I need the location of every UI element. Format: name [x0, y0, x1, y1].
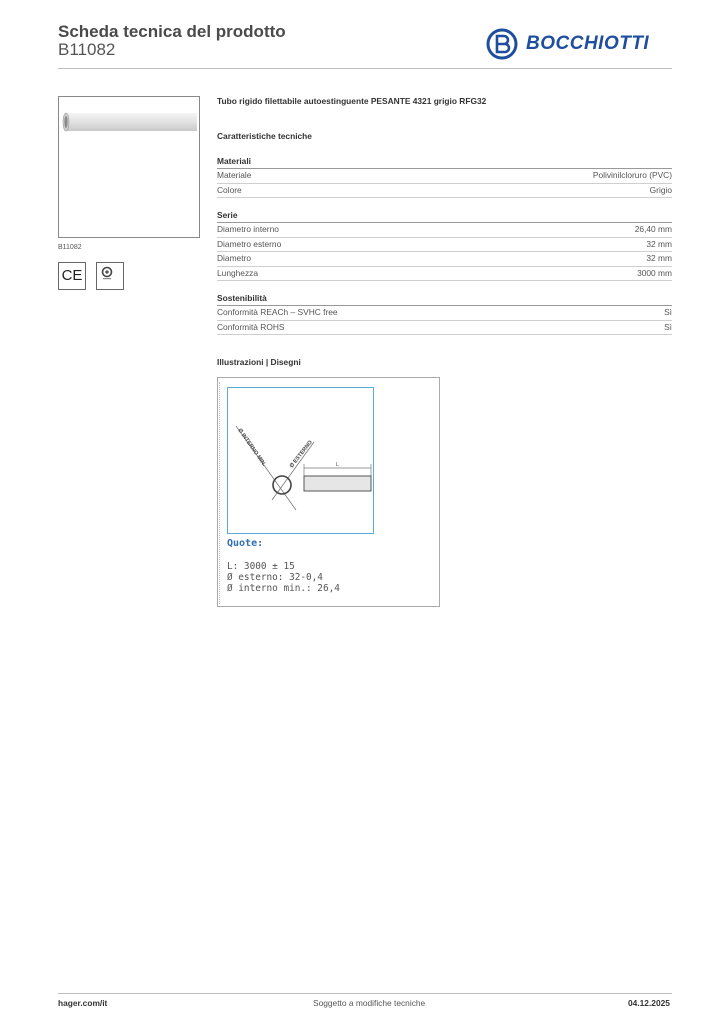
pipe-section-circle	[273, 476, 291, 494]
brand-logo	[486, 28, 666, 60]
spec-group-serie	[217, 210, 672, 281]
brand-name: BOCCHIOTTI	[526, 33, 650, 54]
quote-title: Quote:	[227, 538, 264, 549]
quote-line: L: 3000 ± 15	[227, 561, 295, 572]
spec-value: 3000 mm	[637, 267, 672, 278]
spec-label: Diametro interno	[217, 224, 279, 234]
spec-group-title: Materiali	[217, 156, 672, 169]
header-divider	[58, 68, 672, 69]
spec-value: 26,40 mm	[634, 224, 672, 234]
spec-label: Conformità REACh – SVHC free	[217, 307, 338, 317]
footer-divider	[58, 993, 672, 994]
spec-value: 32 mm	[646, 238, 672, 249]
length-label: L	[336, 462, 339, 468]
dimension-drawing	[228, 388, 373, 533]
pipe-side-view	[304, 476, 371, 491]
spec-row	[217, 223, 672, 238]
footer-note: Soggetto a modifiche tecniche	[313, 998, 426, 1008]
product-title: Tubo rigido filettabile autoestinguente PESANTE 4321 grigio RFG32	[217, 96, 487, 106]
drawing-frame	[227, 387, 374, 534]
spec-value: 32 mm	[646, 253, 672, 264]
spec-label: Materiale	[217, 170, 252, 180]
spec-row	[217, 169, 672, 184]
footer-site-link[interactable]: hager.com/it	[58, 998, 108, 1008]
spec-label: Colore	[217, 184, 242, 195]
spec-row	[217, 306, 672, 321]
spec-group-materiali	[217, 156, 672, 198]
spec-group-title: Sostenibilità	[217, 293, 672, 306]
inner-diameter-label: Ø INTERNO MIN.	[236, 427, 267, 468]
spec-row	[217, 238, 672, 253]
pipe-illustration	[59, 97, 199, 237]
quote-line: Ø esterno: 32-0,4	[227, 572, 323, 583]
spec-value: Sì	[664, 307, 672, 317]
spec-label: Lunghezza	[217, 267, 258, 278]
spec-group-sostenibilita	[217, 293, 672, 335]
quote-line: Ø interno min.: 26,4	[227, 583, 340, 594]
footer-date: 04.12.2025	[628, 998, 670, 1008]
spec-row	[217, 267, 672, 282]
spec-row	[217, 321, 672, 336]
spec-value: Sì	[664, 321, 672, 332]
spec-label: Diametro	[217, 253, 251, 264]
spec-value: Polivinilcloruro (PVC)	[592, 170, 672, 180]
image-caption: B11082	[58, 244, 82, 251]
spec-value: Grigio	[649, 184, 672, 195]
outer-diameter-label: Ø ESTERNO	[288, 439, 314, 470]
product-code: B11082	[58, 40, 116, 59]
ce-mark-badge: CE	[58, 262, 86, 290]
certification-icon	[97, 263, 123, 289]
illustrations-title: Illustrazioni | Disegni	[217, 357, 301, 367]
specs-section-title: Caratteristiche tecniche	[217, 131, 312, 141]
brand-logo-icon	[486, 28, 520, 60]
certification-badge	[96, 262, 124, 290]
product-image	[58, 96, 200, 238]
spec-row	[217, 252, 672, 267]
spec-label: Conformità ROHS	[217, 321, 285, 332]
page-title: Scheda tecnica del prodotto	[58, 22, 286, 41]
drawing-guide-line	[219, 382, 221, 604]
spec-label: Diametro esterno	[217, 238, 282, 249]
spec-group-title: Serie	[217, 210, 672, 223]
spec-row	[217, 184, 672, 199]
